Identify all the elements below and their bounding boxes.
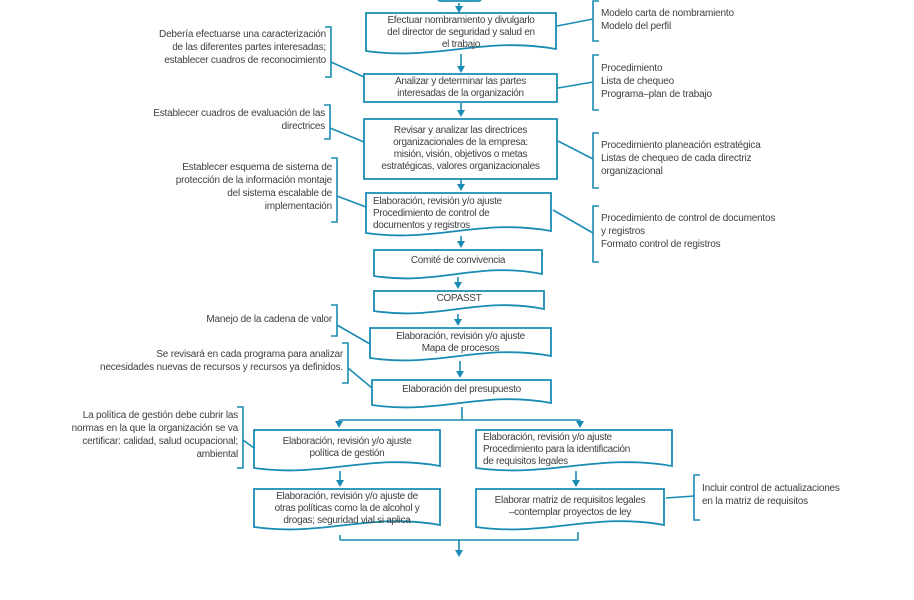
ref-control-actualizaciones: Incluir control de actualizaciones en la matriz de requisitos (702, 483, 840, 507)
ref-modelo-carta: Modelo carta de nombramiento Modelo del perfil (601, 8, 734, 32)
annotation-cadena-valor: Manejo de la cadena de valor (206, 314, 332, 325)
annotation-caracterizacion: Debería efectuarse una caracterización de las diferentes partes interesadas; establecer cuadros de reconocimiento (159, 29, 326, 66)
node-comite-convivencia: Comité de convivencia (373, 249, 543, 277)
annotation-politica-normas: La política de gestión debe cubrir las normas en la que la organización se va certificar: calidad, salud ocupacional; ambiental (71, 410, 238, 460)
rectangle-shape (437, 0, 482, 2)
ref-procedimiento-lista: Procedimiento Lista de chequeo Programa–plan de trabajo (601, 63, 712, 100)
node-efectuar-nombramiento: Efectuar nombramiento y divulgarlo del director de seguridad y salud en el trabajo (365, 12, 557, 52)
node-revisar-directrices: Revisar y analizar las directrices organizacionales de la empresa: misión, visión, objetivos o metas estratégicas, valores organizacionales (363, 118, 558, 180)
node-top-partial (437, 0, 482, 2)
annotation-cuadros-evaluacion: Establecer cuadros de evaluación de las directrices (153, 108, 325, 132)
node-presupuesto: Elaboración del presupuesto (371, 379, 552, 406)
node-otras-politicas: Elaboración, revisión y/o ajuste de otras políticas como la de alcohol y drogas; seguridad vial si aplica (253, 488, 441, 528)
annotation-esquema-proteccion: Establecer esquema de sistema de protección de la información montaje del sistema escalable de implementación (175, 162, 332, 212)
node-control-documentos: Elaboración, revisión y/o ajuste Procedimiento de control de documentos y registros (365, 192, 552, 234)
node-politica-gestion: Elaboración, revisión y/o ajuste política de gestión (253, 429, 441, 469)
ref-control-documentos: Procedimiento de control de documentos y registros Formato control de registros (601, 213, 776, 250)
node-identificacion-requisitos: Elaboración, revisión y/o ajuste Procedimiento para la identificación de requisitos legales (475, 429, 673, 469)
node-matriz-requisitos: Elaborar matriz de requisitos legales –contemplar proyectos de ley (475, 488, 665, 528)
ref-planeacion-estrategica: Procedimiento planeación estratégica Listas de chequeo de cada directriz organizacional (601, 140, 761, 177)
node-analizar-partes-interesadas: Analizar y determinar las partes interesadas de la organización (363, 73, 558, 103)
node-copasst: COPASST (373, 290, 545, 312)
annotation-revision-recursos: Se revisará en cada programa para analizar necesidades nuevas de recursos y recursos ya definidos. (99, 349, 343, 373)
node-mapa-procesos: Elaboración, revisión y/o ajuste Mapa de procesos (369, 327, 552, 359)
